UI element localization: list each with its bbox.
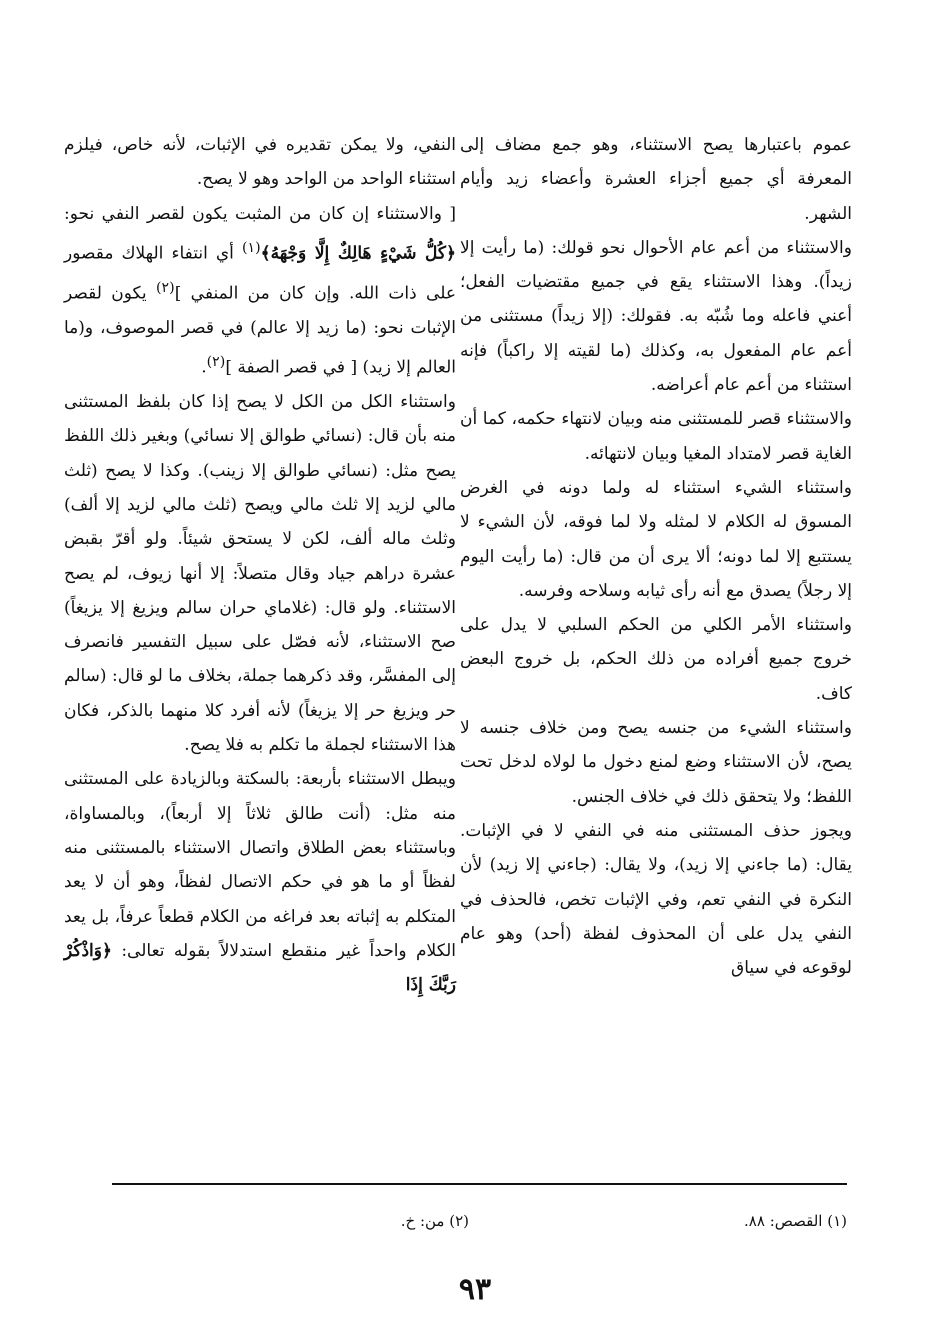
- paragraph: النفي، ولا يمكن تقديره في الإثبات، لأنه خاص، فيلزم استثناء الواحد من الواحد وهو لا يصح.: [64, 135, 456, 190]
- footnote-1: (١) القصص: ٨٨.: [744, 1212, 847, 1230]
- left-column: [64, 128, 456, 1002]
- paragraph: والاستثناء قصر للمستثنى منه وبيان لانتهاء حكمه، كما أن الغاية قصر لامتداد المغيا وبيان لانتهائه.: [460, 409, 852, 464]
- text-run: [ والاستثناء إن كان من المثبت يكون لقصر النفي نحو:: [64, 203, 456, 224]
- footnote-2: (٢) من: خ.: [400, 1212, 469, 1230]
- footnote-marker: (١): [241, 239, 261, 256]
- paragraph: ويجوز حذف المستثنى منه في النفي لا في الإثبات. يقال: (ما جاءني إلا زيد)، ولا يقال: (جاءني إلا زيد) لأن النكرة في النفي تعم، وفي الإثبات تخص، فالحذف في النفي يدل على أن المحذوف لفظة (أحد) وهو عام لوقوعه في سياق: [460, 820, 852, 979]
- footnote-divider: [112, 1183, 847, 1185]
- text-run: يكون لقصر الإثبات نحو: (ما زيد إلا عالم) في قصر الموصوف، و(ما العالم إلا زيد) [ في قصر الصفة ]: [64, 283, 456, 378]
- text-run: .: [201, 357, 207, 378]
- paragraph: [64, 197, 456, 385]
- paragraph: واستثناء الشيء استثناء له ولما دونه في الغرض المسوق له الكلام لا لمثله ولا لما فوقه، لأن الشيء لا يستتبع إلا لما دونه؛ ألا يرى أن من قال: (ما رأيت اليوم إلا رجلاً) يصدق مع أنه رأى ثيابه وسلاحه وفرسه.: [460, 477, 852, 601]
- paragraph: [64, 762, 456, 1002]
- paragraph: واستثناء الشيء من جنسه يصح ومن خلاف جنسه لا يصح، لأن الاستثناء وضع لمنع دخول ما لولاه لدخل تحت اللفظ؛ ولا يتحقق ذلك في خلاف الجنس.: [460, 718, 852, 807]
- quran-verse: ﴿كُلُّ شَيْءٍ هَالِكٌ إِلَّا وَجْهَهُ﴾: [260, 243, 456, 264]
- paragraph: والاستثناء من أعم عام الأحوال نحو قولك: (ما رأيت إلا زيداً). وهذا الاستثناء يقع في جميع مقتضيات الفعل؛ أعني فاعله وما شُبّه به. فقولك: (إلا زيداً) مستثنى من أعم عام المفعول به، وكذلك (ما لقيته إلا راكباً) فإنه استثناء من أعم عام أعراضه.: [460, 237, 852, 396]
- quran-verse: ﴿وَاذْكُرْ رَبَّكَ إِذَا: [64, 940, 456, 996]
- text-run: أي انتفاء الهلاك مقصور على ذات الله. وإن كان من المنفي ]: [64, 243, 456, 304]
- paragraph: عموم باعتبارها يصح الاستثناء، وهو جمع مضاف إلى المعرفة أي جميع أجزاء العشرة وأعضاء زيد وأيام الشهر.: [460, 135, 852, 224]
- paragraph: واستثناء الأمر الكلي من الحكم السلبي لا يدل على خروج جميع أفراده من ذلك الحكم، بل خروج البعض كاف.: [460, 615, 852, 704]
- right-column: [460, 128, 852, 985]
- footnote-marker: (٢): [156, 279, 175, 296]
- paragraph: واستثناء الكل من الكل لا يصح إذا كان بلفظ المستثنى منه بأن قال: (نسائي طوالق إلا نسائي) وبغير ذلك اللفظ يصح مثل: (نسائي طوالق إلا زينب). وكذا لا يصح (ثلث مالي لزيد إلا ثلث مالي ويصح (ثلث مالي لزيد إلا ألف) وثلث ماله ألف، لكن لا يستحق شيئاً. ولو أقرّ بقبض عشرة دراهم جياد وقال متصلاً: إلا أنها زيوف، لم يصح الاستثناء. ولو قال: (غلاماي حران سالم ويزيغ إلا يزيغاً) صح الاستثناء، لأنه فصّل على سبيل التفسير فانصرف إلى المفسَّر، وقد ذكرهما جملة، بخلاف ما لو قال: (سالم حر ويزيغ حر إلا يزيغاً) لأنه أفرد كلا منهما بالذكر، فكان هذا الاستثناء لجملة ما تكلم به فلا يصح.: [64, 392, 456, 756]
- footnote-marker: (٢): [206, 354, 226, 371]
- text-run: ويبطل الاستثناء بأربعة: بالسكتة وبالزيادة على المستثنى منه مثل: (أنت طالق ثلاثاً إلا أربعاً)، وبالمساواة، وباستثناء بعض الطلاق واتصال الاستثناء بالمستثنى منه لفظاً أو ما هو في حكم الاتصال لفظاً، وهو أن لا يعد المتكلم به إثباته بعد فراغه من الكلام قطعاً عرفاً، بل يعد الكلام واحداً غير منقطع استدلالاً بقوله تعالى:: [64, 769, 456, 961]
- page-number: ٩٣: [458, 1272, 492, 1307]
